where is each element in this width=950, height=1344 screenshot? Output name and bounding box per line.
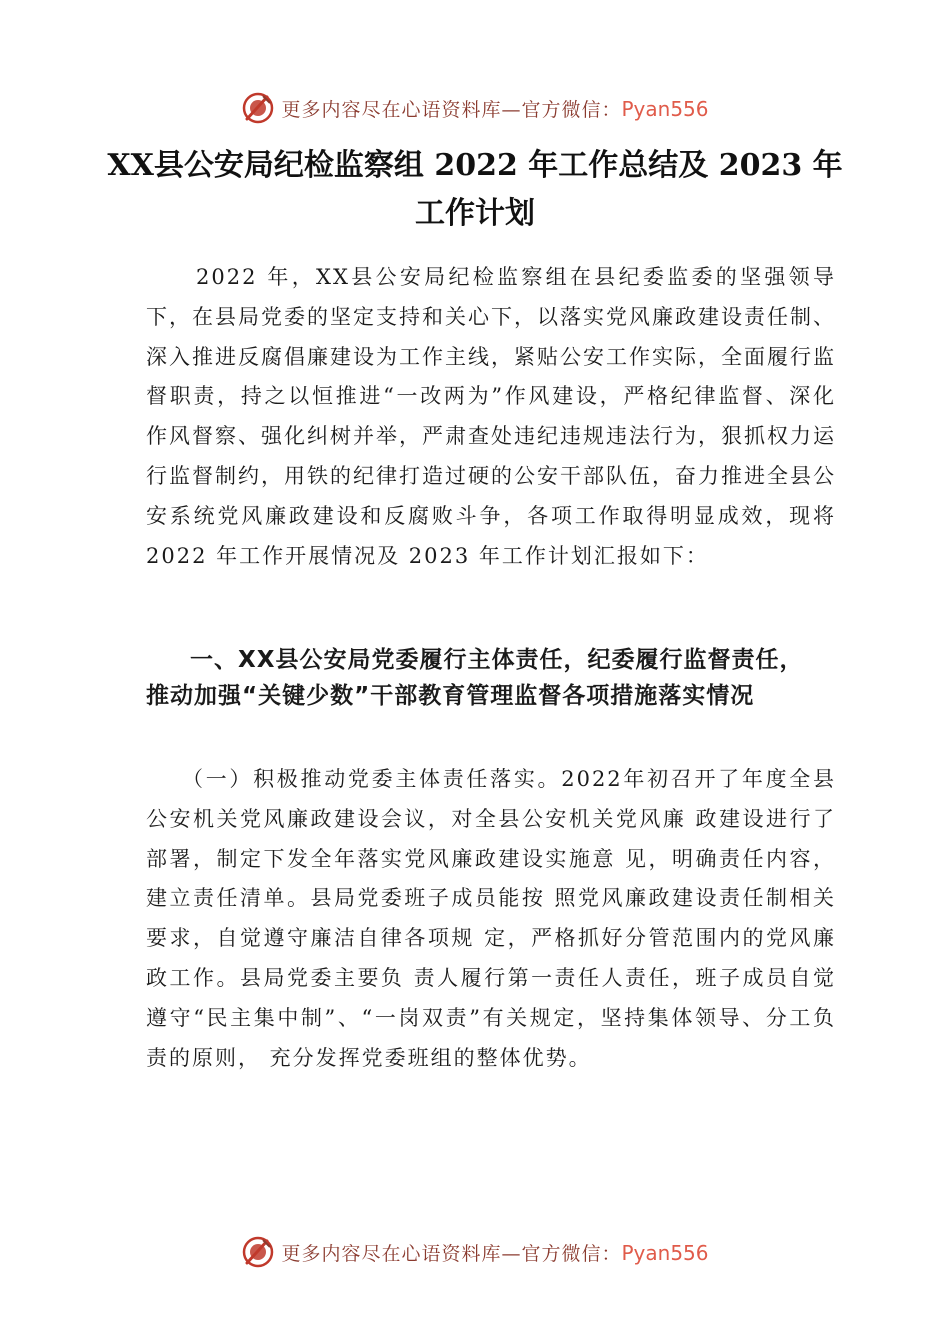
section-heading: 一、XX县公安局党委履行主体责任，纪委履行监督责任，推动加强“关键少数”干部教育管理监督各项措施落实情况 xyxy=(146,647,804,709)
footer-promo xyxy=(0,1232,950,1272)
header-promo xyxy=(0,88,950,128)
pen-seal-logo-icon xyxy=(241,1235,275,1269)
promo-text xyxy=(281,95,708,122)
promo-wechat-id: Pyan556 xyxy=(621,96,709,121)
promo-text xyxy=(281,1239,708,1266)
promo-label: 更多内容尽在心语资料库—官方微信： xyxy=(281,98,622,121)
promo-label: 更多内容尽在心语资料库—官方微信： xyxy=(281,1242,622,1265)
promo-wechat-id: Pyan556 xyxy=(621,1240,709,1265)
intro-paragraph: 2022 年，XX县公安局纪检监察组在县纪委监委的坚强领导下，在县局党委的坚定支持和关心下，以落实党风廉政建设责任制、深入推进反腐倡廉建设为工作主线，紧贴公安工作实际，全面履行监督职责，持之以恒推进“一改两为”作风建设，严格纪律监督、深化作风督察、强化纠树并举，严肃查处违纪违规违法行为，狠抓权力运行监督制约，用铁的纪律打造过硬的公安干部队伍，奋力推进全县公安系统党风廉政建设和反腐败斗争，各项工作取得明显成效，现将 2022 年工作开展情况及 2023 年工作计划汇报如下： xyxy=(146,265,836,568)
document-title: XX县公安局纪检监察组 2022 年工作总结及 2023 年工作计划 xyxy=(107,148,843,231)
subsection-paragraph: （一）积极推动党委主体责任落实。2022年初召开了年度全县公安机关党风廉政建设会议，对全县公安机关党风廉 政建设进行了部署，制定下发全年落实党风廉政建设实施意 见，明确责任内容，建立责任清单。县局党委班子成员能按 照党风廉政建设责任制相关要求，自觉遵守廉洁自律各项规 定，严格抓好分管范围内的党风廉政工作。县局党委主要负 责人履行第一责任人责任，班子成员自觉遵守“民主集中制”、“一岗双责”有关规定，坚持集体领导、分工负责的原则， 充分发挥党委班组的整体优势。 xyxy=(146,767,836,1070)
pen-seal-logo-icon xyxy=(241,91,275,125)
